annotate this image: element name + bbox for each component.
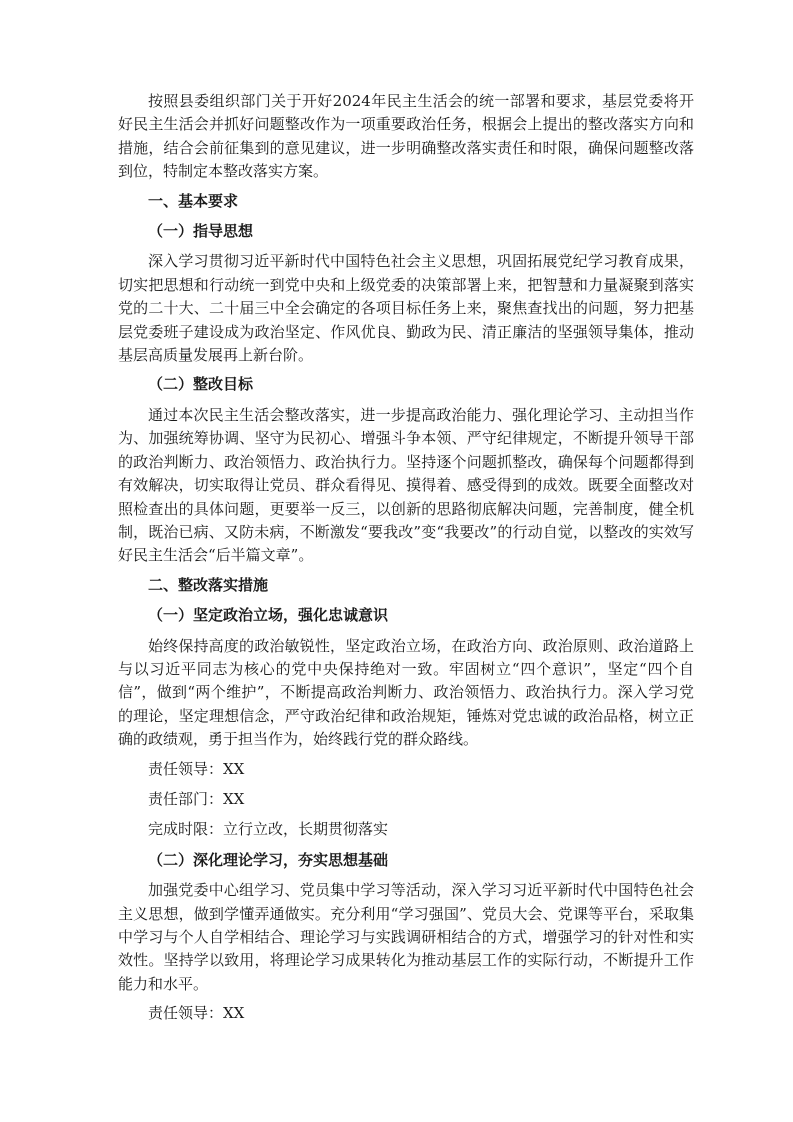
responsible-leader: 责任领导：XX: [148, 759, 245, 778]
section-1-heading: 一、基本要求: [148, 191, 239, 210]
section-1-sub-2-text: 通过本次民主生活会整改落实，进一步提高政治能力、强化理论学习、主动担当作为、加强统筹协调、坚守为民初心、增强斗争本领、严守纪律规定，不断提升领导干部的政治判断力、政治领悟力、政治执行力。坚持逐个问题抓整改，确保每个问题都得到有效解决，切实取得让党员、群众看得见、摸得着、感受得到的成效。既要全面整改对照检查出的具体问题，更要举一反三，以创新的思路彻底解决问题，完善制度，健全机制，既治已病、又防未病，不断激发“要我改”变“我要改”的行动自觉，以整改的实效写好民主生活会“后半篇文章”。: [118, 405, 694, 565]
section-2-sub-1-heading: （一）坚定政治立场，强化忠诚意识: [148, 606, 389, 625]
completion-deadline: 完成时限：立行立改，长期贯彻落实: [148, 820, 389, 839]
intro-paragraph: 按照县委组织部门关于开好2024年民主生活会的统一部署和要求，基层党委将开好民主生活会并抓好问题整改作为一项重要政治任务，根据会上提出的整改落实方向和措施，结合会前征集到的意见建议，进一步明确整改落实责任和时限，确保问题整改落到位，特制定本整改落实方案。: [118, 92, 694, 181]
document-page: [118, 90, 694, 1033]
section-2-sub-1-text: 始终保持高度的政治敏锐性，坚定政治立场，在政治方向、政治原则、政治道路上与以习近平同志为核心的党中央保持绝对一致。牢固树立“四个意识”，坚定“四个自信”，做到“两个维护”，不断提高政治判断力、政治领悟力、政治执行力。深入学习党的理论，坚定理想信念，严守政治纪律和政治规矩，锤炼对党忠诚的政治品格，树立正确的政绩观，勇于担当作为，始终践行党的群众路线。: [118, 636, 694, 749]
section-1-sub-2-heading: （二）整改目标: [148, 375, 254, 394]
section-2-heading: 二、整改落实措施: [148, 575, 269, 594]
section-2-sub-2-text: 加强党委中心组学习、党员集中学习等活动，深入学习习近平新时代中国特色社会主义思想，做到学懂弄通做实。充分利用“学习强国”、党员大会、党课等平台，采取集中学习与个人自学相结合、理论学习与实践调研相结合的方式，增强学习的针对性和实效性。坚持学以致用，将理论学习成果转化为推动基层工作的实际行动，不断提升工作能力和水平。: [118, 881, 694, 993]
section-1-sub-1-text: 深入学习贯彻习近平新时代中国特色社会主义思想，巩固拓展党纪学习教育成果，切实把思想和行动统一到党中央和上级党委的决策部署上来，把智慧和力量凝聚到落实党的二十大、二十届三中全会确定的各项目标任务上来，聚焦查找出的问题，努力把基层党委班子建设成为政治坚定、作风优良、勤政为民、清正廉洁的坚强领导集体，推动基层高质量发展再上新台阶。: [118, 252, 694, 365]
responsible-leader-2: 责任领导：XX: [148, 1004, 245, 1023]
responsible-department: 责任部门：XX: [148, 789, 245, 808]
section-1-sub-1-heading: （一）指导思想: [148, 222, 254, 241]
section-2-sub-2-heading: （二）深化理论学习，夯实思想基础: [148, 850, 389, 869]
